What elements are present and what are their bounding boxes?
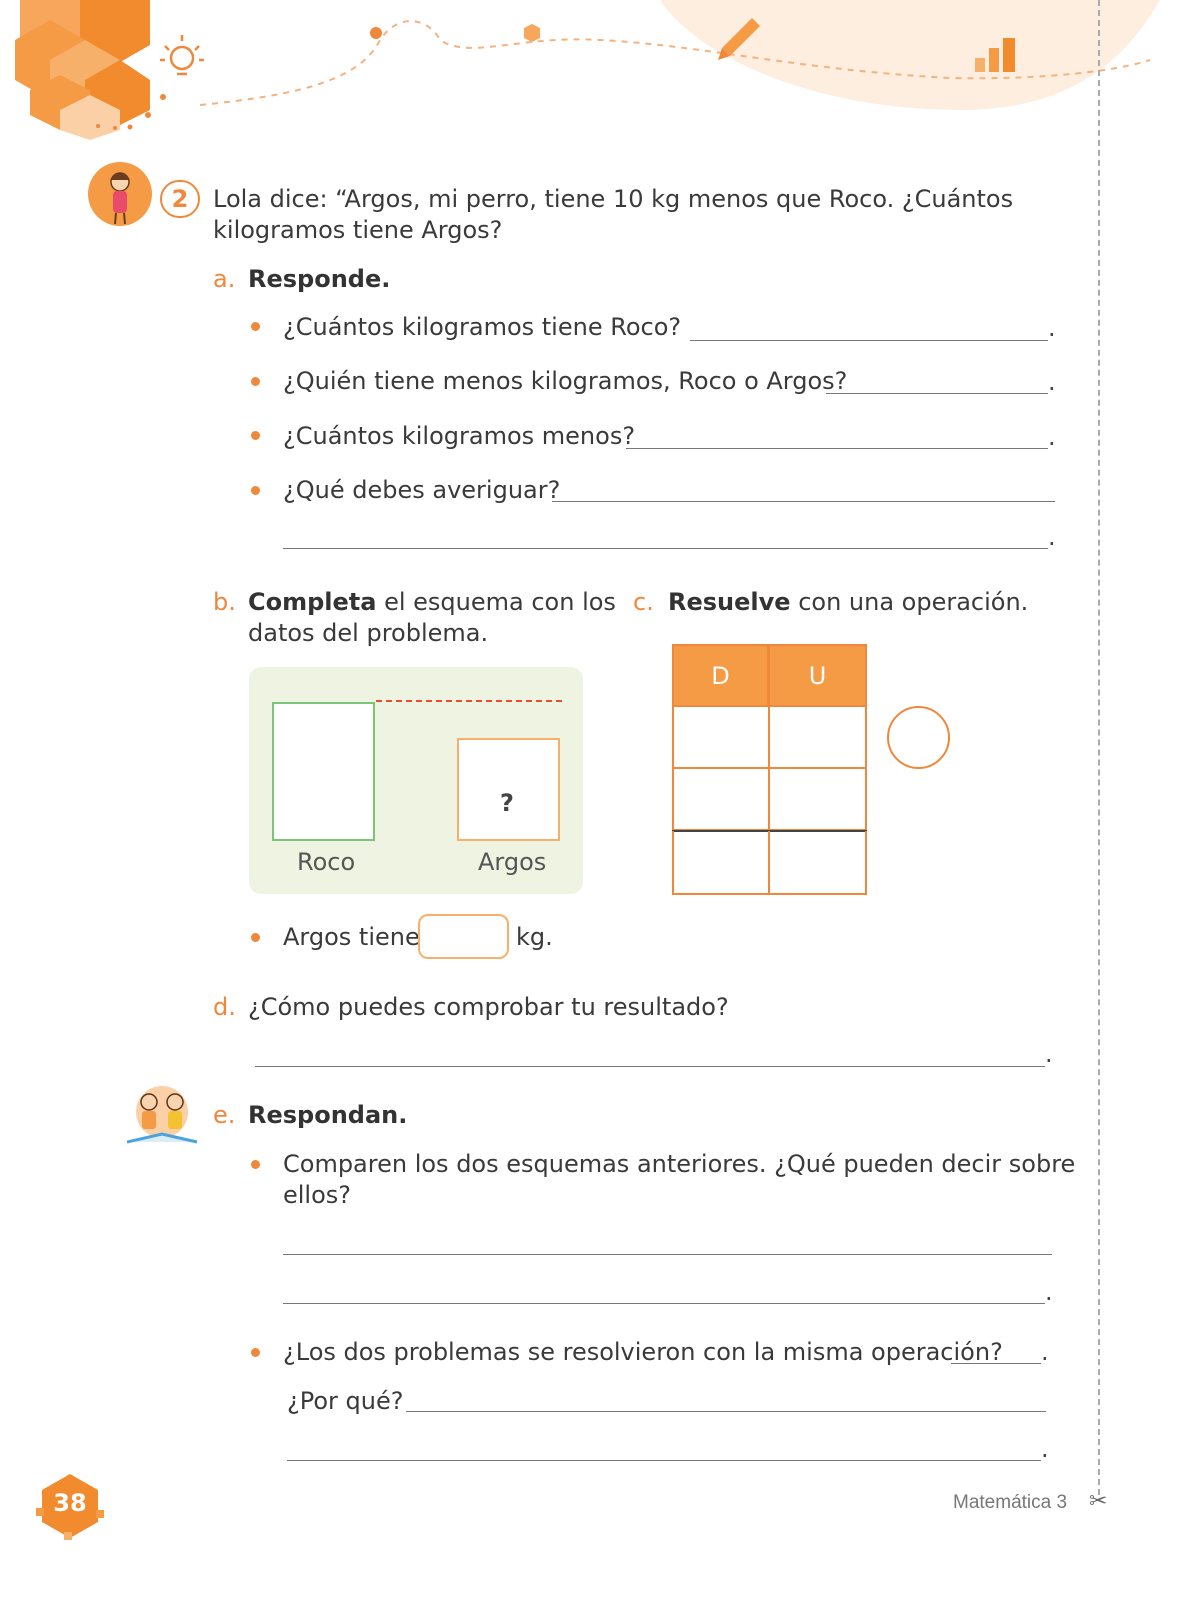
argos-answer-suffix: kg. bbox=[516, 923, 553, 951]
part-c-letter: c. bbox=[633, 588, 654, 616]
pair-work-icon bbox=[122, 1084, 202, 1150]
answer-line[interactable] bbox=[406, 1411, 1046, 1412]
cell-d-1[interactable] bbox=[672, 705, 770, 769]
column-header-u: U bbox=[768, 644, 867, 707]
answer-line[interactable] bbox=[552, 501, 1055, 502]
cell-d-3[interactable] bbox=[672, 831, 770, 895]
cut-line bbox=[1098, 0, 1100, 1495]
period: . bbox=[1048, 368, 1056, 396]
period: . bbox=[1041, 1435, 1049, 1463]
answer-line[interactable] bbox=[255, 1066, 1045, 1067]
cell-d-2[interactable] bbox=[672, 767, 770, 831]
header-blob bbox=[660, 0, 1160, 110]
answer-line[interactable] bbox=[690, 340, 1048, 341]
period: . bbox=[1041, 1338, 1049, 1366]
part-b-title bbox=[248, 586, 616, 618]
problem-number-badge: 2 bbox=[160, 180, 200, 218]
part-b-letter: b. bbox=[213, 588, 236, 616]
question-how-many-less: ¿Cuántos kilogramos menos? bbox=[283, 422, 636, 450]
bullet bbox=[251, 1348, 260, 1357]
answer-line[interactable] bbox=[287, 1460, 1041, 1461]
part-a-title: Responde. bbox=[248, 265, 391, 293]
bullet bbox=[251, 1160, 260, 1169]
cell-u-3[interactable] bbox=[768, 831, 867, 895]
part-d-question: ¿Cómo puedes comprobar tu resultado? bbox=[248, 993, 729, 1021]
cubes-icon bbox=[15, 0, 150, 140]
part-c-title-rest: con una operación. bbox=[790, 588, 1029, 616]
part-e-letter: e. bbox=[213, 1101, 236, 1129]
question-compare-line2: ellos? bbox=[283, 1181, 352, 1209]
answer-line[interactable] bbox=[283, 1254, 1052, 1255]
part-c-title-bold: Resuelve bbox=[668, 588, 791, 616]
period: . bbox=[1048, 314, 1056, 342]
period: . bbox=[1045, 1278, 1053, 1306]
girl-icon bbox=[88, 162, 152, 226]
part-e-title: Respondan. bbox=[248, 1101, 408, 1129]
book-title: Matemática 3 bbox=[953, 1492, 1068, 1513]
page-number: 38 bbox=[53, 1489, 87, 1517]
bullet bbox=[251, 933, 260, 942]
problem-intro-line1: Lola dice: “Argos, mi perro, tiene 10 kg menos que Roco. ¿Cuántos bbox=[213, 185, 1014, 213]
question-who-less: ¿Quién tiene menos kilogramos, Roco o Argos? bbox=[283, 367, 848, 395]
answer-line[interactable] bbox=[626, 448, 1048, 449]
bullet bbox=[251, 377, 260, 386]
period: . bbox=[1048, 423, 1056, 451]
part-b-title-rest: el esquema con los bbox=[376, 588, 616, 616]
operation-sign-circle[interactable] bbox=[887, 706, 950, 769]
column-header-d: D bbox=[672, 644, 769, 707]
place-value-table bbox=[672, 644, 867, 895]
question-roco-kg: ¿Cuántos kilogramos tiene Roco? bbox=[283, 313, 682, 341]
period: . bbox=[1048, 523, 1056, 551]
part-d-letter: d. bbox=[213, 993, 236, 1021]
small-cube-icon bbox=[524, 24, 540, 42]
answer-line[interactable] bbox=[283, 548, 1048, 549]
bullet bbox=[251, 486, 260, 495]
cell-u-1[interactable] bbox=[768, 705, 867, 769]
label-roco: Roco bbox=[297, 848, 356, 876]
question-what-find: ¿Qué debes averiguar? bbox=[283, 476, 561, 504]
part-b-title-line2: datos del problema. bbox=[248, 619, 489, 647]
pin-dot bbox=[370, 27, 382, 39]
question-why: ¿Por qué? bbox=[287, 1387, 404, 1415]
lightbulb-icon bbox=[160, 35, 204, 74]
roco-box[interactable] bbox=[272, 702, 375, 841]
difference-dashed-line bbox=[376, 700, 562, 702]
answer-line[interactable] bbox=[826, 393, 1048, 394]
bullet bbox=[251, 431, 260, 440]
question-compare-line1: Comparen los dos esquemas anteriores. ¿Qué pueden decir sobre bbox=[283, 1150, 1076, 1178]
cell-u-2[interactable] bbox=[768, 767, 867, 831]
part-c-title bbox=[668, 586, 1028, 618]
answer-line[interactable] bbox=[283, 1303, 1045, 1304]
argos-kg-input[interactable] bbox=[418, 914, 509, 959]
unknown-mark: ? bbox=[500, 789, 514, 817]
problem-intro-line2: kilogramos tiene Argos? bbox=[213, 216, 503, 244]
label-argos: Argos bbox=[478, 848, 547, 876]
header-decoration bbox=[0, 0, 1193, 140]
bullet bbox=[251, 322, 260, 331]
argos-answer-prefix: Argos tiene bbox=[283, 923, 420, 951]
period: . bbox=[1045, 1040, 1053, 1068]
answer-line[interactable] bbox=[951, 1363, 1041, 1364]
lola-avatar bbox=[88, 162, 152, 226]
scissors-icon: ✂ bbox=[1089, 1489, 1108, 1514]
part-a-letter: a. bbox=[213, 265, 236, 293]
part-b-title-bold: Completa bbox=[248, 588, 377, 616]
question-same-operation: ¿Los dos problemas se resolvieron con la misma operación? bbox=[283, 1338, 1003, 1366]
